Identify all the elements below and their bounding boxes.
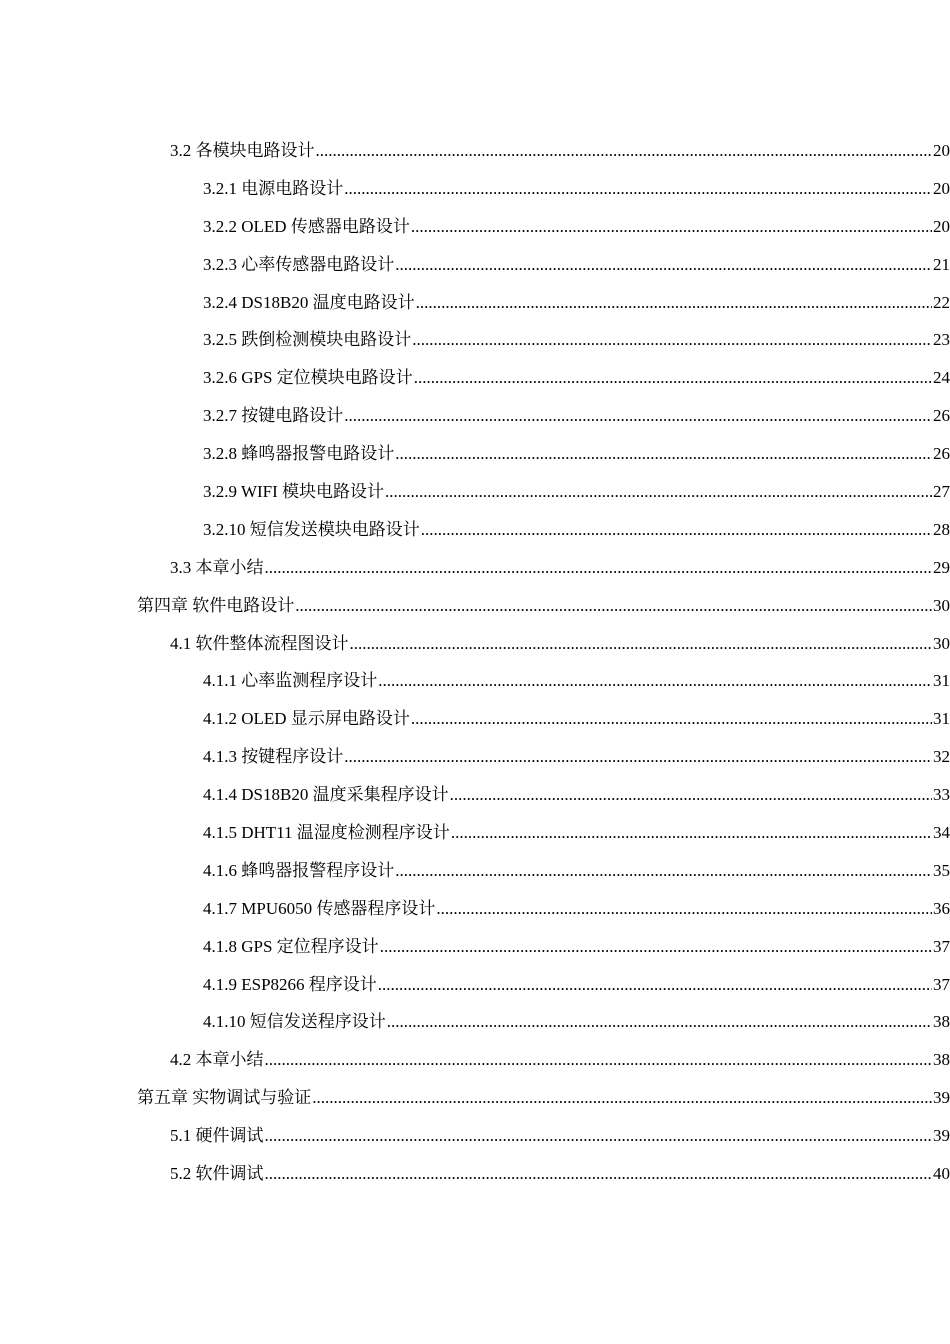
toc-entry-line	[203, 368, 950, 388]
toc-entry-page-number: 37	[933, 936, 950, 956]
toc-dot-leader	[295, 596, 932, 616]
toc-entry[interactable]	[0, 321, 950, 359]
toc-entry[interactable]	[0, 549, 950, 587]
toc-entry-line	[203, 785, 950, 805]
toc-entry-page-number: 21	[933, 254, 950, 274]
toc-entry-page-number: 20	[933, 140, 950, 160]
toc-entry-line	[203, 217, 950, 237]
toc-dot-leader	[378, 671, 932, 691]
toc-entry-title: 3.2 各模块电路设计	[170, 140, 315, 160]
toc-entry-title: 3.2.6 GPS 定位模块电路设计	[203, 368, 413, 388]
toc-entry-line	[203, 861, 950, 881]
toc-entry-title: 3.2.7 按键电路设计	[203, 406, 344, 426]
toc-dot-leader	[395, 444, 932, 464]
toc-entry-title: 4.1.5 DHT11 温湿度检测程序设计	[203, 822, 450, 842]
toc-entry[interactable]	[0, 814, 950, 852]
toc-entry-page-number: 23	[933, 330, 950, 350]
toc-entry-page-number: 20	[933, 216, 950, 236]
toc-entry-line	[203, 482, 950, 502]
toc-entry[interactable]	[0, 890, 950, 928]
toc-entry-page-number: 26	[933, 444, 950, 464]
toc-entry-line	[203, 823, 950, 843]
toc-entry-page-number: 30	[933, 595, 950, 615]
toc-entry-title: 3.3 本章小结	[170, 557, 264, 577]
toc-entry[interactable]	[0, 246, 950, 284]
toc-entry-page-number: 27	[933, 481, 950, 501]
toc-entry-title: 4.1.6 蜂鸣器报警程序设计	[203, 860, 395, 880]
toc-entry-title: 3.2.3 心率传感器电路设计	[203, 254, 395, 274]
toc-entry-line	[203, 671, 950, 691]
toc-entry-title: 3.2.10 短信发送模块电路设计	[203, 519, 420, 539]
toc-entry-line	[203, 937, 950, 957]
toc-entry-page-number: 39	[933, 1088, 950, 1108]
toc-dot-leader	[414, 368, 932, 388]
toc-entry-title: 3.2.8 蜂鸣器报警电路设计	[203, 444, 395, 464]
toc-entry-line	[203, 293, 950, 313]
toc-entry-title: 4.1.9 ESP8266 程序设计	[203, 974, 377, 994]
toc-dot-leader	[344, 747, 932, 767]
toc-entry[interactable]	[0, 511, 950, 549]
toc-entry-title: 3.2.1 电源电路设计	[203, 178, 344, 198]
toc-dot-leader	[421, 520, 932, 540]
toc-entry[interactable]	[0, 359, 950, 397]
toc-entry-page-number: 26	[933, 406, 950, 426]
toc-entry-line	[203, 709, 950, 729]
toc-dot-leader	[344, 406, 932, 426]
toc-entry[interactable]	[0, 852, 950, 890]
toc-entry-page-number: 20	[933, 178, 950, 198]
toc-dot-leader	[316, 141, 933, 161]
toc-dot-leader	[450, 785, 932, 805]
toc-entry-line	[137, 596, 950, 616]
toc-dot-leader	[395, 861, 932, 881]
toc-entry-line	[203, 747, 950, 767]
toc-entry-line	[203, 975, 950, 995]
toc-entry-line	[203, 520, 950, 540]
toc-entry-page-number: 30	[933, 633, 950, 653]
toc-entry[interactable]	[0, 132, 950, 170]
toc-dot-leader	[265, 1050, 933, 1070]
toc-entry-line	[170, 1050, 950, 1070]
toc-entry-line	[170, 1126, 950, 1146]
toc-dot-leader	[265, 1126, 933, 1146]
toc-entry-page-number: 38	[933, 1050, 950, 1070]
toc-entry[interactable]	[0, 208, 950, 246]
toc-entry-line	[170, 634, 950, 654]
toc-entry-page-number: 31	[933, 671, 950, 691]
toc-entry-line	[203, 179, 950, 199]
toc-entry[interactable]	[0, 662, 950, 700]
toc-entry[interactable]	[0, 284, 950, 322]
toc-entry-title: 5.1 硬件调试	[170, 1126, 264, 1146]
toc-entry-line	[203, 330, 950, 350]
toc-entry-page-number: 35	[933, 860, 950, 880]
toc-entry-title: 4.2 本章小结	[170, 1050, 264, 1070]
toc-entry-line	[203, 899, 950, 919]
toc-entry-page-number: 38	[933, 1012, 950, 1032]
toc-entry-title: 3.2.4 DS18B20 温度电路设计	[203, 292, 415, 312]
toc-entry[interactable]	[0, 1003, 950, 1041]
toc-dot-leader	[380, 937, 932, 957]
toc-entry-page-number: 36	[933, 898, 950, 918]
toc-entry-line	[203, 444, 950, 464]
toc-dot-leader	[395, 255, 932, 275]
toc-entry-title: 4.1.2 OLED 显示屏电路设计	[203, 709, 410, 729]
toc-entry-title: 3.2.9 WIFI 模块电路设计	[203, 481, 385, 501]
toc-dot-leader	[265, 558, 933, 578]
toc-entry-page-number: 37	[933, 974, 950, 994]
toc-dot-leader	[416, 293, 932, 313]
toc-entry-line	[137, 1088, 950, 1108]
table-of-contents	[0, 132, 950, 1193]
toc-dot-leader	[385, 482, 932, 502]
toc-entry-line	[203, 255, 950, 275]
toc-entry[interactable]	[0, 1041, 950, 1079]
toc-entry-title: 3.2.5 跌倒检测模块电路设计	[203, 330, 412, 350]
toc-entry[interactable]	[0, 625, 950, 663]
toc-entry-title: 5.2 软件调试	[170, 1163, 264, 1183]
toc-entry[interactable]	[0, 738, 950, 776]
toc-entry[interactable]	[0, 928, 950, 966]
toc-entry-page-number: 29	[933, 557, 950, 577]
toc-entry-page-number: 40	[933, 1163, 950, 1183]
toc-entry[interactable]	[0, 587, 950, 625]
toc-entry-line	[170, 1164, 950, 1184]
toc-entry-line	[203, 1012, 950, 1032]
toc-dot-leader	[378, 975, 932, 995]
toc-entry[interactable]	[0, 473, 950, 511]
toc-entry-line	[170, 141, 950, 161]
toc-dot-leader	[265, 1164, 933, 1184]
toc-dot-leader	[344, 179, 932, 199]
toc-entry-page-number: 32	[933, 747, 950, 767]
toc-entry-page-number: 22	[933, 292, 950, 312]
toc-entry[interactable]	[0, 170, 950, 208]
toc-entry[interactable]	[0, 397, 950, 435]
toc-entry-page-number: 34	[933, 822, 950, 842]
toc-entry-title: 4.1.3 按键程序设计	[203, 747, 344, 767]
toc-entry[interactable]	[0, 966, 950, 1004]
toc-dot-leader	[451, 823, 932, 843]
toc-entry-title: 4.1.10 短信发送程序设计	[203, 1012, 386, 1032]
toc-entry-page-number: 31	[933, 709, 950, 729]
toc-entry-line	[203, 406, 950, 426]
toc-entry-title: 4.1.1 心率监测程序设计	[203, 671, 378, 691]
toc-entry-title: 4.1.7 MPU6050 传感器程序设计	[203, 898, 436, 918]
toc-entry-page-number: 33	[933, 785, 950, 805]
toc-entry-page-number: 24	[933, 368, 950, 388]
toc-entry[interactable]	[0, 776, 950, 814]
toc-dot-leader	[412, 330, 932, 350]
toc-dot-leader	[411, 217, 932, 237]
toc-entry[interactable]	[0, 700, 950, 738]
toc-entry-title: 4.1.4 DS18B20 温度采集程序设计	[203, 785, 449, 805]
toc-dot-leader	[387, 1012, 932, 1032]
toc-entry-page-number: 28	[933, 519, 950, 539]
toc-entry-title: 4.1 软件整体流程图设计	[170, 633, 349, 653]
toc-entry[interactable]	[0, 435, 950, 473]
toc-entry-title: 第四章 软件电路设计	[137, 595, 295, 615]
toc-entry[interactable]	[0, 1155, 950, 1193]
toc-entry[interactable]	[0, 1117, 950, 1155]
toc-dot-leader	[411, 709, 932, 729]
toc-entry-title: 第五章 实物调试与验证	[137, 1088, 312, 1108]
toc-dot-leader	[312, 1088, 932, 1108]
toc-entry[interactable]	[0, 1079, 950, 1117]
toc-dot-leader	[350, 634, 933, 654]
toc-entry-line	[170, 558, 950, 578]
toc-entry-title: 3.2.2 OLED 传感器电路设计	[203, 216, 410, 236]
toc-entry-page-number: 39	[933, 1126, 950, 1146]
toc-entry-title: 4.1.8 GPS 定位程序设计	[203, 936, 379, 956]
toc-dot-leader	[436, 899, 932, 919]
